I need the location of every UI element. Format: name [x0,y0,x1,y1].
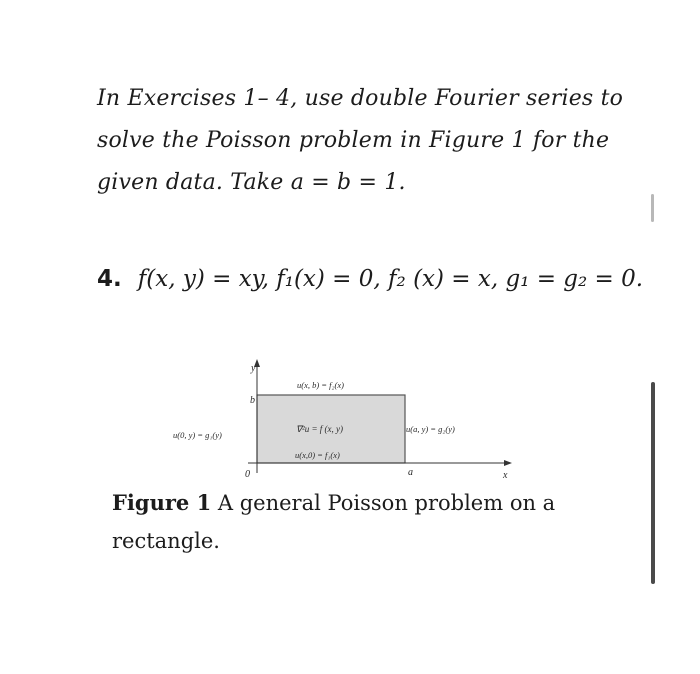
y-axis-label: y [251,363,256,374]
figure-caption [112,484,582,560]
exercise-4 [97,266,643,292]
origin-label: 0 [245,469,250,480]
poisson-figure [170,355,530,485]
right-boundary-condition: u(a, y) = g₂(y) [406,424,455,434]
exercise-number: 4. [97,266,122,292]
pde-label: ∇²u = f (x, y) [296,424,344,434]
poisson-diagram [170,355,530,485]
bottom-boundary-condition: u(x,0) = f₁(x) [295,450,340,460]
exercise-equation: f(x, y) = xy, f₁(x) = 0, f₂ (x) = x, g₁ = g₂ = 0. [137,266,644,292]
a-label: a [408,467,413,478]
left-boundary-condition: u(0, y) = g₁(y) [173,430,222,440]
caption-label: Figure 1 [112,490,212,515]
intro-line-1: In Exercises 1– 4, use double Fourier series to [97,86,624,111]
intro-line-2: solve the Poisson problem in Figure 1 for the [97,128,610,153]
intro-line-3: given data. Take a = b = 1. [97,170,406,195]
scrollbar-indicator-top [651,194,654,222]
top-boundary-condition: u(x, b) = f₂(x) [297,380,344,390]
scrollbar-thumb[interactable] [651,382,655,584]
intro-paragraph [97,78,637,204]
b-label: b [250,395,255,406]
caption-text: A general Poisson problem on a rectangle. [112,491,556,553]
x-axis-label: x [503,470,508,481]
